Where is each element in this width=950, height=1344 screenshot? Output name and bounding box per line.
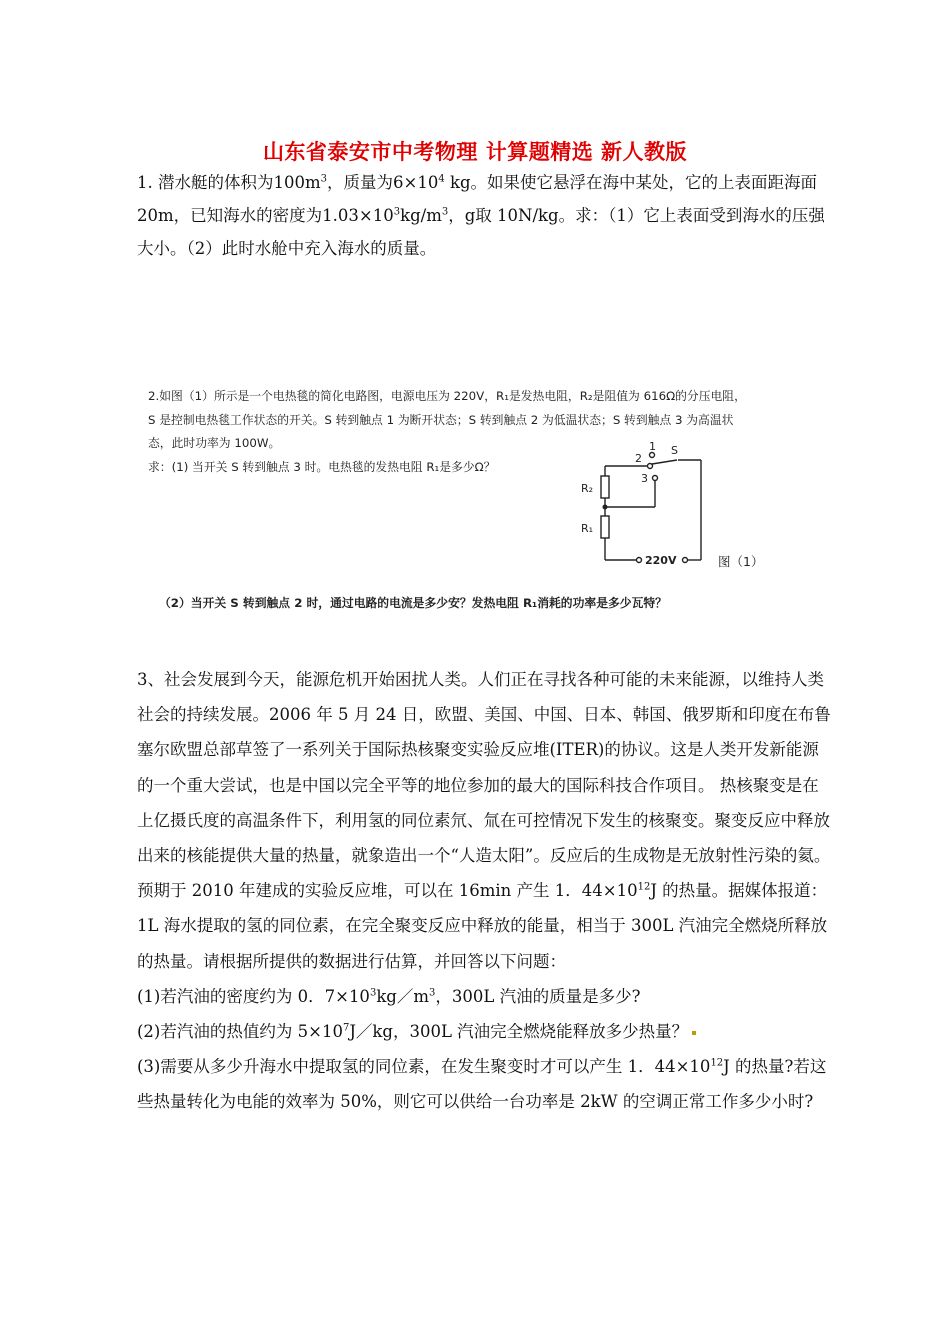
contact-2-label: 2 [635,452,642,465]
q3-part-2: (2)若汽油的热值约为 $5\times 10^7J/kg$，300L 汽油完全燃烧能释放多少热量？ [137,1022,696,1041]
question-1: 1. 潜水艇的体积为$100m^3$，质量为$6\times 10^4$ kg。如果使它悬浮在海中某处，它的上表面距海面20m，已知海水的密度为$1.03\times 10^3kg/m^3$，g取 10N/kg。求：（1）它上表面受到海水的压强大小。（2）此时水舱中充入海水的质量。 [137,173,825,258]
contact-3-label: 3 [641,472,648,485]
q3-part-1: (1)若汽油的密度约为 0．$7\times 10^3kg/m^3$，300L 汽油的质量是多少? [137,986,641,1006]
question-3: 3、社会发展到今天，能源危机开始困扰人类。人们正在寻找各种可能的未来能源，以维持人类社会的持续发展。2006 年 5 月 24 日，欧盟、美国、中国、日本、韩国、俄罗斯和印度在布鲁塞尔欧盟总部草签了一系列关于国际热核聚变实验反应堆(ITER)的协议。这是人类开发新能源的一个重大尝试，也是中国以完全平等的地位参加的最大的国际科技合作项目。 热核聚变是在上亿摄氏度的高温条件下，利用氢的同位素氘、氚在可控情况下发生的核聚变。聚变反应中释放出来的核能提供大量的热量，就象造出一个“人造太阳”。反应后的生成物是无放射性污染的氦。 预期于 2010 年建成的实验反应堆，可以在 16min 产生 1．$44\times 10^{12}J$ 的热量。据媒体报道：1L 海水提取的氢的同位素，在完全聚变反应中释放的能量，相当于 300L 汽油完全燃烧所释放的热量。请根据所提供的数据进行估算，并回答以下问题： (1)若汽油的密度约为 0．$7\times 10^3kg/m^3$，300L 汽油的质量是多少? (2)若汽油的热值约为 $5\times 10^7J/kg$，300L 汽油完全燃烧能释放多少热量？ (3)需要从多少升海水中提取氢的同位素，在发生聚变时才可以产生 1．$44\times 10^{12}J$ 的热量?若这些热量转化为电能的效率为 50%，则它可以供给一台功率是 2kW 的空调正常工作多少小时? [137,670,831,1112]
q2-part-2: （2）当开关 S 转到触点 2 时，通过电路的电流是多少安？发热电阻 R₁消耗的功率是多少瓦特？ [159,596,667,610]
q3-part-3: (3)需要从多少升海水中提取氢的同位素，在发生聚变时才可以产生 1．$44\times 10^{12}J$ 的热量?若这些热量转化为电能的效率为 50%，则它可以供给一台功率是 2kW 的空调正常工作多少小时? [137,1057,827,1112]
r1-label: R₁ [581,522,594,535]
q2-line-1: 2.如图（1）所示是一个电热毯的简化电路图，电源电压为 220V，R₁是发热电阻，R₂是阻值为 616Ω的分压电阻， [148,389,746,403]
page-title: 山东省泰安市中考物理 计算题精选 新人教版 [262,140,688,164]
q2-line-2: S 是控制电热毯工作状态的开关。S 转到触点 1 为断开状态；S 转到触点 2 为低温状态；S 转到触点 3 为高温状 [148,412,734,427]
q2-line-3: 态，此时功率为 100W。 [148,436,281,450]
circuit-diagram [565,436,715,571]
voltage-label: 220V [645,554,677,567]
r2-label: R₂ [581,482,594,495]
junction-dot [603,505,608,510]
q2-line-4: 求：(1) 当开关 S 转到触点 3 时。电热毯的发热电阻 R₁是多少Ω？ [148,459,496,474]
contact-1-label: 1 [649,440,656,453]
switch-label: S [671,444,678,457]
figure-caption: 图（1） [718,554,764,569]
stray-dot [692,1031,696,1035]
